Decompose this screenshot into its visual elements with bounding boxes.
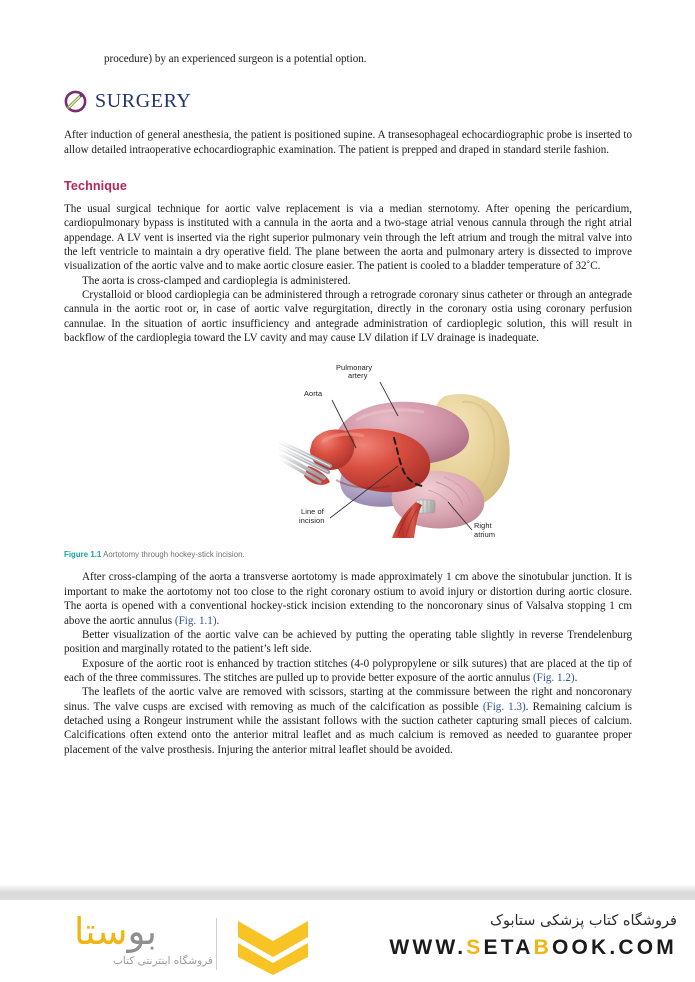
figure-label-line-of-incision-line1: Line of	[301, 507, 324, 517]
site-url[interactable]	[389, 934, 677, 962]
scalpel-circle-icon	[64, 90, 87, 113]
figure-label-right-atrium-line2: atrium	[474, 530, 496, 540]
page-content	[64, 52, 632, 757]
site-url-b: B	[533, 936, 552, 959]
figure-label-aorta: Aorta	[304, 389, 323, 399]
figure-illustration	[64, 358, 632, 543]
logo-tagline: فروشگاه اینترنتی کتاب	[113, 955, 213, 967]
technique-heading: Technique	[64, 179, 127, 194]
paragraph-after-figure-4	[64, 685, 632, 757]
site-url-prefix: WWW.	[389, 936, 467, 959]
figure-label-pulmonary-artery-line2: artery	[348, 371, 368, 381]
paragraph-4-text-b: .	[216, 614, 220, 627]
figure-label-right-atrium-line1: Right	[474, 521, 492, 531]
site-url-suffix: OOK.COM	[551, 936, 677, 959]
setabook-logo[interactable]	[38, 908, 323, 974]
paragraph-after-figure-2: Better visualization of the aortic valve can be achieved by putting the operating table slightly in reverse Trendelenburg position and marginally rotated to the patient’s left side.	[64, 628, 632, 656]
paragraph-6-text-b: .	[574, 671, 578, 684]
paragraph-after-figure-1	[64, 570, 632, 627]
surgery-section-heading	[64, 88, 632, 114]
site-name-fa: فروشگاه کتاب پزشکی ستابوک	[489, 913, 677, 929]
figure-caption	[64, 550, 632, 559]
logo-wordmark	[74, 910, 157, 954]
logo-wordmark-gold: ستا	[74, 910, 128, 953]
surgery-paragraph: After induction of general anesthesia, the patient is positioned supine. A transesophageal echocardiographic probe is inserted to allow detailed intraoperative echocardiographic examination. The patient is prepped and draped in standard sterile fashion.	[64, 129, 632, 156]
paragraph-7-text-a: The leaflets of the aortic valve are removed with scissors, starting at the commissure between the right and noncoronary sinus. The valve cusps are excised with removing as much of the calcification as possible	[64, 686, 632, 713]
paragraph-4-text-a: After cross-clamping of the aorta a transverse aortotomy is made approximately 1 cm above the sinotubular junction. It is important to make the aortotomy not too close to the right coronary ostium to avoid injury or distortion during aortic closure. The aorta is opened with a conventional hockey-stick incision extending to the noncoronary sinus of Valsalva stopping 1 cm above the aortic annulus	[64, 571, 632, 627]
figure-caption-text: Aortotomy through hockey-stick incision.	[103, 550, 245, 560]
paragraph-after-figure-3	[64, 657, 632, 686]
site-url-s: S	[466, 936, 484, 959]
technique-paragraph-1: The usual surgical technique for aortic valve replacement is via a median sternotomy. After opening the pericardium, cardiopulmonary bypass is instituted with a cannula in the aorta and a two-stage atrial venous cannula through the right atrial appendage. A LV vent is inserted via the right superior pulmonary vein through the left atrium and trough the mitral valve into the left ventricle to maintain a dry operative field. The plane between the aorta and pulmonary artery is dissected to improve visualization of the aortic valve and to make aortic closure easier. The patient is cooled to a bladder temperature of 32˚C.	[64, 203, 632, 273]
heart-aortotomy-illustration	[64, 358, 632, 543]
paragraph-7-text-b: . Remaining calcium is detached using a Rongeur instrument while the assistant follows with the suction catheter capturing small pieces of calcium. Calcifications often extend onto the anterior mitral leaflet and as much calcium is removed as needed to guarantee proper placement of the valve prosthesis. Injuring the anterior mitral leaflet should be avoided.	[64, 700, 632, 756]
site-info	[389, 910, 677, 962]
surgery-title: SURGERY	[95, 89, 192, 112]
technique-paragraph-3: Crystalloid or blood cardioplegia can be administered through a retrograde coronary sinus catheter or through an antegrade cannula in the aortic root or, in case of aortic valve regurgitation, directly in the coronary ostia using coronary perfusion cannulae. In the situation of aortic insufficiency and antegrade administration of cardioplegic solution, this will result in backflow of the cardioplegia toward the LV cavity and may cause LV dilation if LV drainage is inadequate.	[64, 289, 632, 345]
figure-cross-reference-1-2[interactable]: (Fig. 1.2)	[532, 671, 575, 684]
technique-paragraph-2: The aorta is cross-clamped and cardioplegia is administered.	[82, 274, 351, 287]
continued-paragraph: procedure) by an experienced surgeon is a potential option.	[104, 53, 367, 65]
figure-number: Figure 1.1	[64, 550, 102, 560]
figure-cross-reference-1-3[interactable]: (Fig. 1.3)	[482, 700, 526, 713]
footer-separator	[0, 884, 695, 900]
figure-1-1	[64, 358, 632, 559]
logo-wordmark-gray: بو	[127, 910, 157, 953]
site-url-eta: ETA	[483, 936, 534, 959]
figure-cross-reference-1-1[interactable]: (Fig. 1.1)	[174, 614, 217, 627]
footer-branding-bar	[0, 900, 695, 982]
figure-label-pulmonary-artery-line1: Pulmonary	[336, 363, 373, 373]
paragraph-6-text-a: Exposure of the aortic root is enhanced by traction stitches (4-0 polypropylene or silk sutures) that are placed at the tip of each of the three commissures. The stitches are pulled up to provide better exposure of the aortic annulus	[64, 657, 632, 684]
figure-label-line-of-incision-line2: incision	[299, 516, 325, 526]
